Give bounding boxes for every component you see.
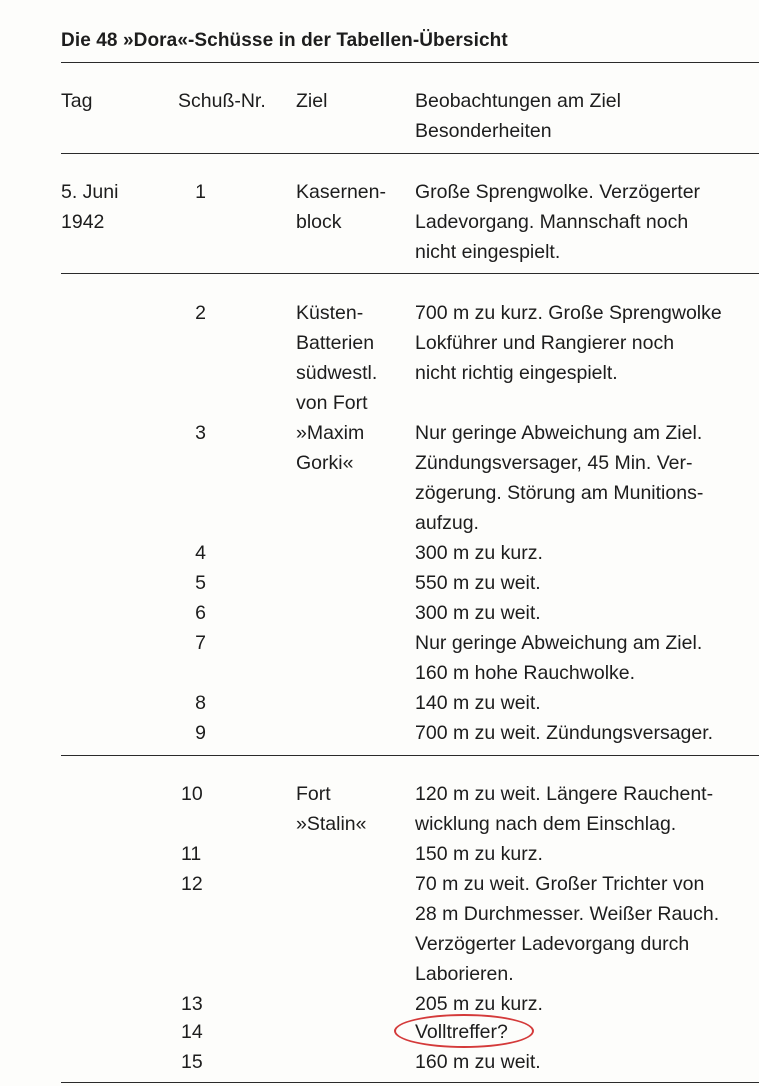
shot-nr: 2 (195, 302, 206, 324)
obs-line: Ladevorgang. Mannschaft noch (415, 211, 689, 233)
shot-obs (415, 298, 722, 388)
group-rule (61, 755, 759, 756)
obs-line: nicht richtig eingespielt. (415, 362, 618, 384)
obs-line: 120 m zu weit. Längere Rauchent- (415, 783, 714, 805)
ziel-cell (296, 298, 377, 478)
obs-line: Laborieren. (415, 963, 514, 985)
ziel-line: Fort (296, 783, 331, 805)
date-cell (61, 177, 118, 237)
shot-nr: 11 (181, 843, 202, 865)
shot-nr: 12 (181, 873, 203, 895)
shot-nr: 1 (195, 181, 206, 203)
ziel-line: block (296, 211, 342, 233)
shot-nr: 10 (181, 783, 203, 805)
obs-line: Zündungsversager, 45 Min. Ver- (415, 452, 693, 474)
obs-line: 700 m zu kurz. Große Sprengwolke (415, 302, 722, 324)
shot-obs (415, 688, 541, 718)
obs-line: 160 m hohe Rauchwolke. (415, 662, 636, 684)
bottom-rule (61, 1082, 759, 1083)
ziel-line: Gorki« (296, 452, 354, 474)
header-obs (415, 86, 621, 146)
ziel-cell (296, 779, 366, 839)
header-tag: Tag (61, 90, 93, 112)
shot-obs (415, 177, 700, 267)
annotation-circle (394, 1014, 534, 1048)
date-line: 1942 (61, 211, 105, 233)
ziel-cell (296, 177, 386, 237)
obs-line: 150 m zu kurz. (415, 843, 543, 865)
ziel-line: »Maxim (296, 422, 365, 444)
obs-line: 700 m zu weit. Zündungsversager. (415, 722, 714, 744)
obs-line: 300 m zu kurz. (415, 542, 543, 564)
shot-nr: 3 (195, 422, 206, 444)
shot-obs (415, 538, 543, 568)
obs-line: Nur geringe Abweichung am Ziel. (415, 632, 703, 654)
shot-obs (415, 1047, 541, 1077)
shot-nr: 4 (195, 542, 206, 564)
shot-obs (415, 418, 703, 538)
header-obs-line: Besonderheiten (415, 120, 552, 142)
obs-line: 70 m zu weit. Großer Trichter von (415, 873, 705, 895)
shot-nr: 8 (195, 692, 206, 714)
page-title: Die 48 »Dora«-Schüsse in der Tabellen-Übersicht (61, 30, 508, 51)
header-nr: Schuß-Nr. (178, 90, 266, 112)
obs-line: 205 m zu kurz. (415, 993, 543, 1015)
obs-line: wicklung nach dem Einschlag. (415, 813, 677, 835)
shot-obs (415, 718, 713, 748)
shot-nr: 13 (181, 993, 203, 1015)
shot-nr: 15 (181, 1051, 203, 1073)
obs-line: Große Sprengwolke. Verzögerter (415, 181, 701, 203)
ziel-line: von Fort (296, 392, 368, 414)
ziel-line: »Stalin« (296, 813, 367, 835)
title-rule (61, 62, 759, 63)
shot-obs (415, 779, 713, 839)
obs-line: 140 m zu weit. (415, 692, 541, 714)
obs-line: 28 m Durchmesser. Weißer Rauch. (415, 903, 720, 925)
obs-line: Verzögerter Ladevorgang durch (415, 933, 690, 955)
shot-obs (415, 839, 543, 869)
ziel-line: südwestl. (296, 362, 378, 384)
obs-line: aufzug. (415, 512, 479, 534)
obs-line: Volltreffer? (415, 1021, 508, 1043)
obs-line: 160 m zu weit. (415, 1051, 541, 1073)
shot-obs (415, 568, 541, 598)
shot-nr: 14 (181, 1021, 203, 1043)
shot-nr: 9 (195, 722, 206, 744)
ziel-line: Kasernen- (296, 181, 386, 203)
ziel-line: Küsten- (296, 302, 364, 324)
obs-line: Nur geringe Abweichung am Ziel. (415, 422, 703, 444)
shot-obs (415, 598, 541, 628)
shot-nr: 7 (195, 632, 206, 654)
group-rule (61, 273, 759, 274)
obs-line: 300 m zu weit. (415, 602, 541, 624)
ziel-line: Batterien (296, 332, 375, 354)
obs-line: Lokführer und Rangierer noch (415, 332, 675, 354)
obs-line: 550 m zu weit. (415, 572, 541, 594)
header-ziel: Ziel (296, 90, 328, 112)
shot-nr: 5 (195, 572, 206, 594)
header-obs-line: Beobachtungen am Ziel (415, 90, 621, 112)
shot-obs (415, 869, 719, 989)
shot-obs (415, 628, 702, 688)
obs-line: zögerung. Störung am Munitions- (415, 482, 704, 504)
shot-nr: 6 (195, 602, 206, 624)
header-rule (61, 153, 759, 154)
date-line: 5. Juni (61, 181, 119, 203)
obs-line: nicht eingespielt. (415, 241, 561, 263)
